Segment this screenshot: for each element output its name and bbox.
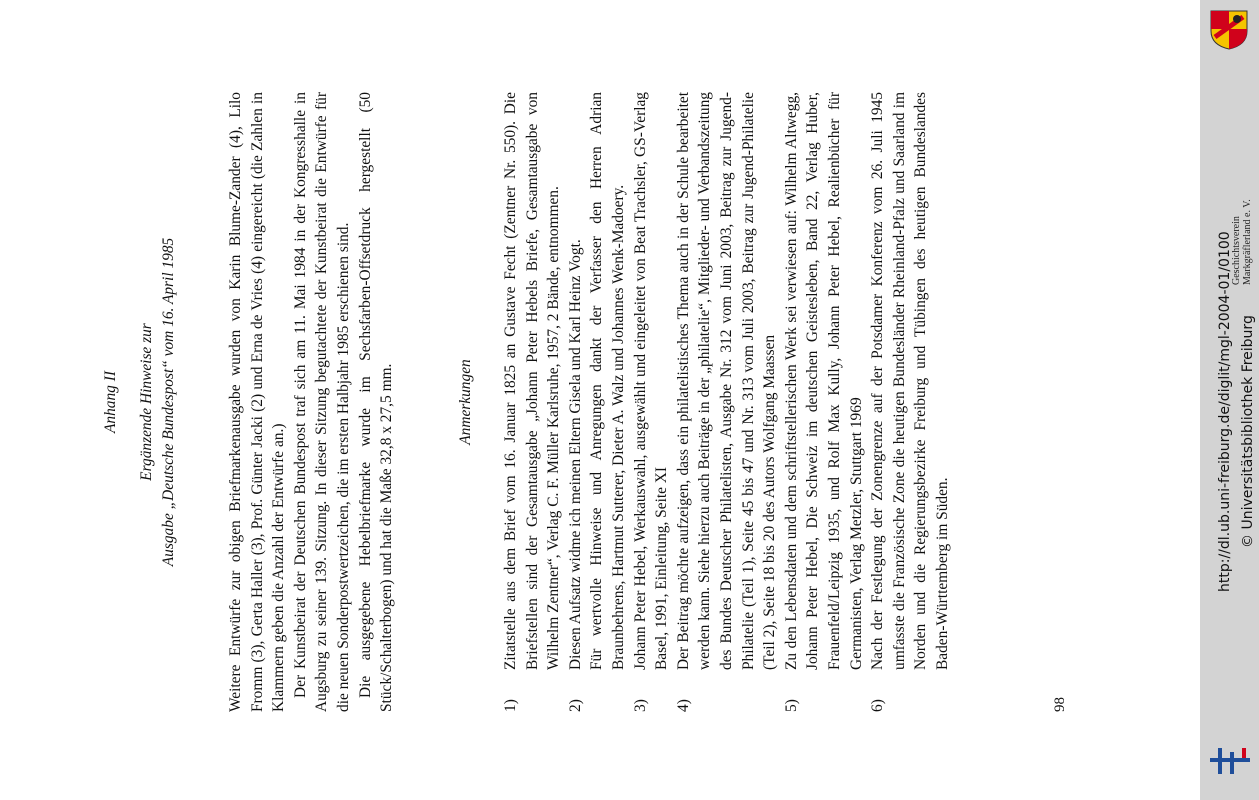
- page-number: 98: [1052, 697, 1068, 712]
- note-item: [630, 92, 673, 712]
- note-item: [673, 92, 781, 712]
- note-text: Zitatstelle aus dem Brief vom 16. Januar 1825 an Gustave Fecht (Zentner Nr. 550). Die Briefstellen sind der Gesamtausgabe „Johann Peter Hebels Briefe, Gesamtausgabe von Wilhelm Zentner“, Verlag C. F. Müller Karlsruhe, 1957, 2 Bände, entnommen.: [502, 92, 563, 670]
- body-text: [225, 92, 398, 712]
- note-number: 6): [869, 699, 887, 712]
- society-name: [1231, 65, 1255, 285]
- note-item: [565, 92, 630, 712]
- society-line-1: Geschichtsverein: [1231, 216, 1242, 285]
- note-item: [781, 92, 867, 712]
- appendix-subheading: [136, 92, 179, 712]
- body-paragraph: Der Kunstbeirat der Deutschen Bundespost traf sich am 11. Mai 1984 in der Kongresshalle in Augsburg zu seiner 139. Sitzung. In dieser Sitzung begutachtete der Kunstbeirat die Entwürfe für die neuen Sonderpostwertzeichen, die im ersten Halbjahr 1985 erschienen sind.: [291, 92, 352, 712]
- note-text: Zu den Lebensdaten und dem schriftstellerischen Werk sei verwiesen auf: Wilhelm Altwegg, Johann Peter Hebel, Die Schweiz im deutschen Geistesleben, Band 22, Verlag Huber, Frauenfeld/Leipzig 1935, und Rolf Max Kully, Johann Peter Hebel, Realienbücher für Germanisten, Verlag Metzler, Stuttgart 1969: [782, 92, 865, 670]
- document-page: [100, 92, 1068, 712]
- body-paragraph: Weitere Entwürfe zur obigen Briefmarkenausgabe wurden von Karin Blume-Zander (4), Lilo Fromm (3), Gerta Haller (3), Prof. Günter Jacki (2) und Erna de Vries (4) eingereicht (die Zahlen in Klammern geben die Anzahl der Entwürfe an.): [227, 92, 288, 712]
- notes-list: [500, 92, 953, 712]
- subheading-line-2: Ausgabe „Deutsche Bundespost“ vom 16. April 1985: [159, 237, 177, 567]
- notes-title: Anmerkungen: [457, 359, 474, 445]
- note-text: Für wertvolle Hinweise und Anregungen dankt der Verfasser den Herren Adrian Braunbehrens, Hartmut Sutterer, Dieter A. Walz und Johannes Wenk-Madoery.: [588, 92, 627, 670]
- appendix-title: Anhang II: [102, 371, 119, 433]
- subheading-line-1: Ergänzende Hinweise zur: [138, 323, 155, 481]
- note-text: Johann Peter Hebel, Werkauswahl, ausgewählt und eingeleitet von Beat Trachsler, GS-Verlag Basel, 1991, Einleitung, Seite XI: [631, 92, 671, 670]
- note-number: 2): [566, 699, 584, 712]
- note-number: 4): [674, 699, 692, 712]
- note-text: Nach der Festlegung der Zonengrenze auf der Potsdamer Konferenz vom 26. Juli 1945 umfasste die Französische Zone die heutigen Bundesländer Rheinland-Pfalz und Saarland im Norden und die Regierungsbezirke Freiburg und Tübingen des heutigen Bundeslandes Baden-Württemberg im Süden.: [869, 92, 951, 670]
- document-url-link[interactable]: http://dl.ub.uni-freiburg.de/diglit/mgl-2004-01/0100: [1217, 231, 1233, 592]
- ub-freiburg-logo-icon: [1208, 746, 1254, 778]
- note-number: 1): [502, 699, 519, 712]
- note-text: Der Beitrag möchte aufzeigen, dass ein philatelistisches Thema auch in der Schule bearbeitet werden kann. Siehe hierzu auch Beiträge in der „philatelie“, Mitglieder- und Verbandszeitung des Bundes Deutscher Philatelisten, Ausgabe Nr. 312 vom Juni 2003, Beitrag zur Jugend-Philatelie (Teil 1), Seite 45 bis 47 und Nr. 313 vom Juli 2003, Beitrag zur Jugend-Philatelie (Teil 2), Seite 18 bis 20 des Autors Wolfgang Maassen: [674, 92, 779, 670]
- note-number: 5): [782, 699, 800, 712]
- body-paragraph: Die ausgegebene Hebelbriefmarke wurde im Sechsfarben-Offsetdruck hergestellt (50 Stück/Schalterbogen) und hat die Maße 32,8 x 27,5 mm.: [356, 92, 396, 712]
- note-item: [500, 92, 565, 712]
- society-line-2: Markgräflerland e. V.: [1242, 199, 1253, 285]
- note-number: 3): [631, 699, 649, 712]
- note-item: [867, 92, 953, 712]
- note-text: Diesen Aufsatz widme ich meinen Eltern Gisela und Karl Heinz Vogt.: [566, 239, 584, 670]
- copyright-text: © Universitätsbibliothek Freiburg: [1240, 315, 1256, 548]
- coat-of-arms-icon: [1207, 7, 1251, 51]
